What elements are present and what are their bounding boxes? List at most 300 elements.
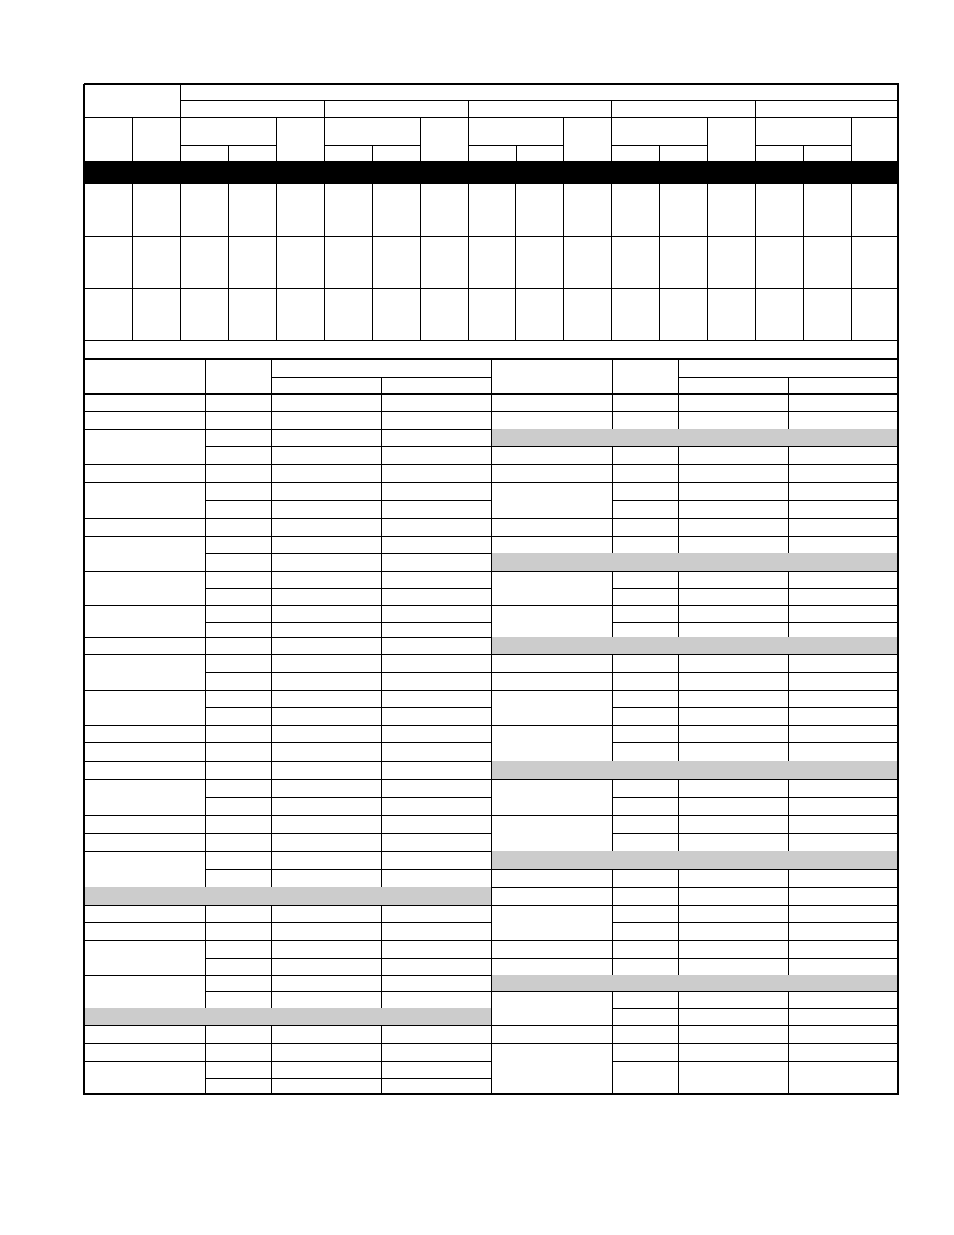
col-divider xyxy=(228,184,229,237)
row-line xyxy=(612,1008,899,1009)
col-divider xyxy=(788,672,789,691)
col-divider xyxy=(659,288,660,341)
sub-column-header xyxy=(324,145,372,161)
row-line xyxy=(491,482,899,483)
row-line xyxy=(84,742,492,743)
left-header xyxy=(205,359,271,394)
column-header xyxy=(84,117,132,161)
data-cell xyxy=(372,184,420,236)
col-divider xyxy=(271,536,272,572)
col-divider xyxy=(678,940,679,959)
col-divider xyxy=(563,288,564,341)
group-header xyxy=(755,100,898,117)
sub-column-header xyxy=(180,145,228,161)
col-divider xyxy=(611,288,612,341)
col-divider xyxy=(678,654,679,673)
col-divider xyxy=(205,975,206,1009)
col-divider xyxy=(271,922,272,941)
col-divider xyxy=(612,464,613,483)
row-line xyxy=(612,1061,899,1062)
row-line xyxy=(491,446,899,447)
row-line xyxy=(612,622,899,623)
col-divider xyxy=(271,464,272,483)
right-gray-band xyxy=(491,851,897,869)
group-divider xyxy=(324,100,325,118)
col-divider xyxy=(205,1043,206,1062)
data-cell xyxy=(851,288,898,340)
row-line xyxy=(84,518,492,519)
col-divider xyxy=(381,761,382,780)
right-gray-band xyxy=(491,553,897,571)
right-sub-header xyxy=(788,377,898,394)
row-line xyxy=(84,975,492,976)
group-header xyxy=(324,100,468,117)
row-line xyxy=(491,571,899,572)
data-cell xyxy=(228,236,276,288)
col-divider xyxy=(788,1025,789,1044)
row-line xyxy=(491,411,899,412)
data-cell xyxy=(180,288,228,340)
col-divider xyxy=(381,1025,382,1044)
row-line xyxy=(84,690,492,691)
data-cell xyxy=(803,184,851,236)
col-divider xyxy=(788,940,789,959)
col-divider xyxy=(381,411,382,430)
col-divider xyxy=(132,236,133,289)
col-divider xyxy=(678,446,679,465)
col-divider xyxy=(612,411,613,430)
data-cell xyxy=(468,184,515,236)
top-header-title xyxy=(180,84,898,100)
col-divider xyxy=(707,184,708,237)
right-gray-band xyxy=(491,429,897,446)
col-divider xyxy=(271,1043,272,1062)
row-line xyxy=(205,869,492,870)
col-divider xyxy=(420,236,421,289)
row-line xyxy=(84,605,492,606)
row-line xyxy=(84,429,492,430)
data-cell xyxy=(132,184,180,236)
data-cell xyxy=(611,236,659,288)
col-divider xyxy=(180,184,181,237)
col-divider xyxy=(515,184,516,237)
sub-column-header xyxy=(228,145,276,161)
data-cell xyxy=(755,184,803,236)
col-divider xyxy=(420,288,421,341)
col-divider xyxy=(707,236,708,289)
col-divider xyxy=(755,236,756,289)
col-divider xyxy=(381,518,382,537)
col-divider xyxy=(271,815,272,834)
group-header xyxy=(180,100,324,117)
data-cell xyxy=(515,288,563,340)
col-divider xyxy=(851,117,852,162)
data-cell xyxy=(84,288,132,340)
col-divider xyxy=(678,1043,679,1095)
col-divider xyxy=(788,905,789,941)
col-divider xyxy=(678,518,679,537)
row-line xyxy=(491,905,899,906)
sub-column-header xyxy=(611,145,659,161)
col-divider xyxy=(468,184,469,237)
data-cell xyxy=(420,236,468,288)
col-divider xyxy=(180,288,181,341)
row-line xyxy=(491,940,899,941)
col-divider xyxy=(612,1025,613,1044)
col-divider xyxy=(276,236,277,289)
col-divider xyxy=(707,117,708,162)
col-divider xyxy=(271,975,272,1009)
col-divider xyxy=(788,411,789,430)
col-divider xyxy=(381,394,382,412)
group-divider xyxy=(755,100,756,118)
col-divider xyxy=(678,394,679,412)
col-divider xyxy=(678,690,679,726)
row-line xyxy=(84,779,492,780)
row-line xyxy=(491,815,899,816)
col-divider xyxy=(678,887,679,906)
row-line xyxy=(84,464,492,465)
col-divider xyxy=(563,236,564,289)
row-line xyxy=(84,815,492,816)
col-divider xyxy=(851,236,852,289)
col-divider xyxy=(678,672,679,691)
row-line xyxy=(84,851,492,852)
row-line xyxy=(84,725,492,726)
col-divider xyxy=(381,429,382,465)
data-cell xyxy=(851,236,898,288)
col-divider xyxy=(788,446,789,465)
col-divider xyxy=(205,1025,206,1044)
col-divider xyxy=(803,184,804,237)
column-header xyxy=(132,117,180,161)
row-line xyxy=(491,536,899,537)
left-gray-band xyxy=(85,887,491,905)
col-divider xyxy=(381,536,382,572)
data-cell xyxy=(755,288,803,340)
group-divider xyxy=(468,100,469,118)
row-line xyxy=(612,797,899,798)
col-divider xyxy=(420,184,421,237)
col-divider xyxy=(324,184,325,237)
row-line xyxy=(612,922,899,923)
row-line xyxy=(612,707,899,708)
col-divider xyxy=(271,429,272,465)
col-divider xyxy=(372,184,373,237)
data-cell xyxy=(803,236,851,288)
col-divider xyxy=(515,288,516,341)
column-header xyxy=(851,117,898,161)
row-line xyxy=(84,654,492,655)
col-divider xyxy=(612,518,613,537)
col-divider xyxy=(612,905,613,941)
sub-column-header xyxy=(803,145,851,161)
col-divider xyxy=(612,654,613,673)
col-divider xyxy=(611,184,612,237)
row-line xyxy=(491,1043,899,1044)
data-cell xyxy=(563,236,611,288)
col-divider xyxy=(228,288,229,341)
section-bar xyxy=(84,161,898,184)
col-divider xyxy=(205,411,206,430)
data-cell xyxy=(132,288,180,340)
right-gray-band xyxy=(491,761,897,779)
col-divider xyxy=(612,869,613,888)
right-gray-band xyxy=(491,637,897,654)
data-cell xyxy=(276,288,324,340)
data-cell xyxy=(707,288,755,340)
row-line xyxy=(84,1061,492,1062)
col-divider xyxy=(851,184,852,237)
right-sub-header xyxy=(678,377,788,394)
col-divider xyxy=(381,725,382,743)
row-line xyxy=(491,690,899,691)
row-line xyxy=(491,672,899,673)
span-header xyxy=(180,117,276,145)
left-span-header xyxy=(271,359,491,377)
col-divider xyxy=(612,690,613,726)
sub-column-header xyxy=(659,145,707,161)
span-header xyxy=(755,117,851,145)
left-header xyxy=(84,359,205,394)
row-line xyxy=(84,940,492,941)
data-cell xyxy=(324,288,372,340)
row-line xyxy=(84,761,492,762)
col-divider xyxy=(788,654,789,673)
col-divider xyxy=(205,394,206,412)
row-line xyxy=(491,991,899,992)
left-sub-header xyxy=(271,377,381,394)
data-cell xyxy=(563,288,611,340)
col-divider xyxy=(276,184,277,237)
data-cell xyxy=(372,288,420,340)
col-divider xyxy=(381,905,382,923)
col-divider xyxy=(271,637,272,655)
right-header xyxy=(491,359,612,394)
col-divider xyxy=(381,637,382,655)
col-divider xyxy=(788,394,789,412)
col-divider xyxy=(205,815,206,834)
data-cell xyxy=(276,184,324,236)
row-line xyxy=(205,622,492,623)
col-divider xyxy=(788,690,789,726)
col-divider xyxy=(271,690,272,726)
data-cell xyxy=(851,184,898,236)
data-cell xyxy=(611,288,659,340)
data-cell xyxy=(515,236,563,288)
data-cell xyxy=(84,236,132,288)
data-cell xyxy=(228,184,276,236)
col-divider xyxy=(678,958,679,976)
row-line xyxy=(205,446,492,447)
col-divider xyxy=(372,236,373,289)
col-divider xyxy=(271,761,272,780)
col-divider xyxy=(271,518,272,537)
column-header xyxy=(420,117,468,161)
data-cell xyxy=(324,184,372,236)
row-line xyxy=(84,1025,492,1026)
row-line xyxy=(205,588,492,589)
col-divider xyxy=(612,394,613,412)
col-divider xyxy=(803,288,804,341)
row-line xyxy=(84,922,492,923)
col-divider xyxy=(381,922,382,941)
col-divider xyxy=(271,742,272,762)
row-line xyxy=(84,571,492,572)
row-line xyxy=(84,1043,492,1044)
col-divider xyxy=(678,536,679,554)
sub-column-header xyxy=(755,145,803,161)
col-divider xyxy=(788,536,789,554)
col-divider xyxy=(612,958,613,976)
span-header xyxy=(468,117,563,145)
col-divider xyxy=(468,236,469,289)
col-divider xyxy=(659,184,660,237)
col-divider xyxy=(381,975,382,1009)
right-gray-band xyxy=(491,975,897,991)
row-line xyxy=(205,672,492,673)
sub-column-header xyxy=(372,145,420,161)
col-divider xyxy=(276,288,277,341)
col-divider xyxy=(678,905,679,941)
data-cell xyxy=(228,288,276,340)
row-line xyxy=(491,654,899,655)
row-line xyxy=(84,637,492,638)
col-divider xyxy=(788,464,789,483)
col-divider xyxy=(381,464,382,483)
row-line xyxy=(491,779,899,780)
left-gray-band xyxy=(85,1008,491,1025)
column-header xyxy=(276,117,324,161)
col-divider xyxy=(205,690,206,726)
note-row xyxy=(84,340,898,359)
col-divider xyxy=(788,887,789,906)
col-divider xyxy=(788,518,789,537)
data-cell xyxy=(84,184,132,236)
outer-bottom-border xyxy=(84,1093,899,1095)
col-divider xyxy=(612,887,613,906)
col-divider xyxy=(276,117,277,162)
col-divider xyxy=(324,288,325,341)
col-divider xyxy=(803,236,804,289)
col-divider xyxy=(271,725,272,743)
col-divider xyxy=(205,742,206,762)
col-divider xyxy=(205,536,206,572)
data-cell xyxy=(803,288,851,340)
col-divider xyxy=(381,742,382,762)
col-divider xyxy=(205,429,206,465)
col-divider xyxy=(612,446,613,465)
row-line xyxy=(491,605,899,606)
col-divider xyxy=(132,288,133,341)
sub-column-header xyxy=(516,145,563,161)
col-divider xyxy=(381,833,382,852)
data-cell xyxy=(420,184,468,236)
group-header xyxy=(468,100,611,117)
col-divider xyxy=(205,637,206,655)
right-span-header xyxy=(678,359,898,377)
col-divider xyxy=(612,725,613,762)
col-divider xyxy=(755,184,756,237)
sub-column-header xyxy=(468,145,516,161)
col-divider xyxy=(788,958,789,976)
col-divider xyxy=(132,184,133,237)
row-line xyxy=(205,553,492,554)
col-divider xyxy=(612,940,613,959)
col-divider xyxy=(271,905,272,923)
row-line xyxy=(491,1025,899,1026)
data-cell xyxy=(659,236,707,288)
group-divider xyxy=(611,100,612,118)
col-divider xyxy=(324,236,325,289)
col-divider xyxy=(468,288,469,341)
col-divider xyxy=(678,411,679,430)
col-divider xyxy=(659,236,660,289)
col-divider xyxy=(678,725,679,762)
row-line xyxy=(205,991,492,992)
col-divider xyxy=(420,117,421,162)
row-line xyxy=(84,905,492,906)
row-line xyxy=(612,742,899,743)
right-header xyxy=(612,359,678,394)
col-divider xyxy=(612,1043,613,1095)
data-cell xyxy=(659,184,707,236)
col-divider xyxy=(372,288,373,341)
col-divider xyxy=(788,1043,789,1062)
data-cell xyxy=(707,236,755,288)
col-divider xyxy=(271,833,272,852)
col-divider xyxy=(381,815,382,834)
row-line xyxy=(491,464,899,465)
col-divider xyxy=(788,869,789,888)
row-line xyxy=(205,500,492,501)
col-divider xyxy=(678,1025,679,1044)
data-cell xyxy=(468,236,515,288)
col-divider xyxy=(563,117,564,162)
data-cell xyxy=(420,288,468,340)
col-divider xyxy=(678,464,679,483)
row-line xyxy=(612,833,899,834)
row-line xyxy=(491,887,899,888)
col-divider xyxy=(612,672,613,691)
data-cell xyxy=(180,236,228,288)
col-divider xyxy=(707,288,708,341)
row-line xyxy=(491,518,899,519)
column-header xyxy=(707,117,755,161)
left-sub-header xyxy=(381,377,491,394)
col-divider xyxy=(381,1043,382,1062)
col-divider xyxy=(205,464,206,483)
row-line xyxy=(491,725,899,726)
row-line xyxy=(205,797,492,798)
row-line xyxy=(205,707,492,708)
row-line xyxy=(612,500,899,501)
data-cell xyxy=(515,184,563,236)
data-cell xyxy=(563,184,611,236)
col-divider xyxy=(612,536,613,554)
col-divider xyxy=(851,288,852,341)
col-divider xyxy=(205,725,206,743)
span-header xyxy=(611,117,707,145)
row-line xyxy=(205,1078,492,1079)
col-divider xyxy=(678,869,679,888)
header-divider xyxy=(612,359,613,395)
data-cell xyxy=(276,236,324,288)
data-cell xyxy=(755,236,803,288)
group-header xyxy=(611,100,755,117)
center-divider xyxy=(491,359,492,1095)
span-header xyxy=(324,117,420,145)
